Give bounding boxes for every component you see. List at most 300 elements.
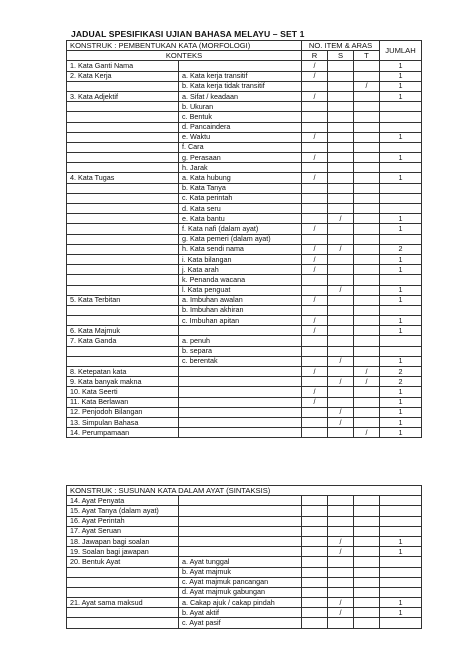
aras-r-cell [302, 547, 328, 557]
kategori-cell [67, 102, 179, 112]
aras-r-cell [302, 608, 328, 618]
aras-s-cell [328, 193, 354, 203]
table-row [67, 326, 422, 336]
subkategori-cell [179, 547, 302, 557]
aras-t-cell [354, 305, 380, 315]
aras-t-cell [354, 244, 380, 254]
document-title: JADUAL SPESIFIKASI UJIAN BAHASA MELAYU – SET 1 [71, 29, 305, 39]
aras-r-cell [302, 275, 328, 285]
aras-t-cell [354, 326, 380, 336]
aras-r-cell: / [302, 132, 328, 142]
jumlah-cell: 1 [380, 265, 422, 275]
aras-r-cell: / [302, 397, 328, 407]
aras-t-cell [354, 557, 380, 567]
table-row [67, 91, 422, 101]
aras-r-cell [302, 598, 328, 608]
jumlah-cell [380, 618, 422, 628]
aras-t-cell [354, 608, 380, 618]
subkategori-cell: f. Kata nafi (dalam ayat) [179, 224, 302, 234]
subkategori-cell: c. Kata perintah [179, 193, 302, 203]
aras-r-cell [302, 536, 328, 546]
table-row [67, 224, 422, 234]
aras-r-cell: / [302, 265, 328, 275]
subkategori-cell [179, 377, 302, 387]
table-row [67, 618, 422, 628]
aras-t-cell [354, 526, 380, 536]
aras-s-cell: / [328, 598, 354, 608]
aras-s-cell [328, 163, 354, 173]
table-row [67, 397, 422, 407]
kategori-cell: 9. Kata banyak makna [67, 377, 179, 387]
aras-t-cell [354, 397, 380, 407]
subkategori-cell: a. Sifat / keadaan [179, 91, 302, 101]
table-row [67, 285, 422, 295]
subkategori-cell [179, 407, 302, 417]
jumlah-cell: 1 [380, 417, 422, 427]
kategori-cell [67, 567, 179, 577]
aras-s-cell [328, 496, 354, 506]
aras-s-cell [328, 132, 354, 142]
jumlah-cell [380, 102, 422, 112]
aras-s-cell [328, 71, 354, 81]
jumlah-cell: 1 [380, 326, 422, 336]
kategori-cell: 4. Kata Tugas [67, 173, 179, 183]
aras-s-cell [328, 557, 354, 567]
aras-s-cell [328, 618, 354, 628]
aras-r-cell [302, 496, 328, 506]
aras-t-cell [354, 316, 380, 326]
kategori-cell [67, 183, 179, 193]
aras-r-cell [302, 557, 328, 567]
aras-s-cell: / [328, 214, 354, 224]
subkategori-cell: b. Ayat majmuk [179, 567, 302, 577]
jumlah-cell: 1 [380, 295, 422, 305]
aras-t-cell [354, 536, 380, 546]
aras-t-cell: / [354, 81, 380, 91]
subkategori-cell: b. Kata kerja tidak transitif [179, 81, 302, 91]
jumlah-cell [380, 336, 422, 346]
aras-r-cell [302, 346, 328, 356]
aras-t-cell [354, 547, 380, 557]
kategori-cell [67, 316, 179, 326]
jumlah-cell: 2 [380, 367, 422, 377]
table-row [67, 81, 422, 91]
aras-r-cell: / [302, 316, 328, 326]
aras-t-cell [354, 346, 380, 356]
construct-header-morfologi: KONSTRUK : PEMBENTUKAN KATA (MORFOLOGI) [67, 41, 302, 51]
table-row [67, 112, 422, 122]
jumlah-cell [380, 557, 422, 567]
aras-s-cell [328, 526, 354, 536]
subkategori-cell: a. Cakap ajuk / cakap pindah [179, 598, 302, 608]
table-row [67, 102, 422, 112]
subkategori-cell: b. Kata Tanya [179, 183, 302, 193]
jumlah-cell [380, 163, 422, 173]
jumlah-cell: 1 [380, 608, 422, 618]
subkategori-cell: c. Ayat majmuk pancangan [179, 577, 302, 587]
subkategori-cell [179, 506, 302, 516]
table-row [67, 132, 422, 142]
table-row [67, 346, 422, 356]
aras-t-cell [354, 163, 380, 173]
table-row [67, 153, 422, 163]
aras-t-cell [354, 577, 380, 587]
kategori-cell: 10. Kata Seerti [67, 387, 179, 397]
kategori-cell [67, 142, 179, 152]
kategori-cell: 5. Kata Terbitan [67, 295, 179, 305]
aras-s-cell [328, 305, 354, 315]
subkategori-cell: j. Kata arah [179, 265, 302, 275]
kategori-cell [67, 285, 179, 295]
kategori-cell [67, 265, 179, 275]
aras-r-cell [302, 506, 328, 516]
subkategori-cell [179, 61, 302, 71]
aras-t-header: T [354, 51, 380, 61]
aras-r-cell [302, 214, 328, 224]
aras-r-cell [302, 526, 328, 536]
kategori-cell: 1. Kata Ganti Nama [67, 61, 179, 71]
aras-t-cell [354, 295, 380, 305]
aras-s-cell [328, 81, 354, 91]
kategori-cell [67, 356, 179, 366]
aras-t-cell [354, 275, 380, 285]
table-row [67, 377, 422, 387]
kategori-cell [67, 193, 179, 203]
jumlah-cell [380, 346, 422, 356]
jumlah-cell [380, 204, 422, 214]
table-row [67, 417, 422, 427]
table-row [67, 122, 422, 132]
aras-r-cell: / [302, 71, 328, 81]
aras-r-cell [302, 163, 328, 173]
jumlah-cell: 1 [380, 173, 422, 183]
aras-t-cell [354, 506, 380, 516]
aras-r-cell [302, 122, 328, 132]
aras-s-cell [328, 61, 354, 71]
jumlah-cell: 1 [380, 397, 422, 407]
kategori-cell: 13. Simpulan Bahasa [67, 417, 179, 427]
table-row [67, 577, 422, 587]
kategori-cell [67, 275, 179, 285]
jumlah-cell: 1 [380, 214, 422, 224]
aras-r-cell [302, 587, 328, 597]
aras-t-cell [354, 183, 380, 193]
table-row [67, 193, 422, 203]
jumlah-cell: 1 [380, 598, 422, 608]
aras-t-cell [354, 71, 380, 81]
aras-r-cell: / [302, 91, 328, 101]
subkategori-cell [179, 516, 302, 526]
aras-s-cell: / [328, 356, 354, 366]
kategori-cell: 7. Kata Ganda [67, 336, 179, 346]
aras-r-cell: / [302, 254, 328, 264]
kategori-cell [67, 122, 179, 132]
kategori-cell [67, 587, 179, 597]
aras-s-cell [328, 265, 354, 275]
subkategori-cell: g. Kata pemeri (dalam ayat) [179, 234, 302, 244]
subkategori-cell [179, 496, 302, 506]
jumlah-cell: 1 [380, 356, 422, 366]
aras-r-cell [302, 516, 328, 526]
aras-s-cell [328, 112, 354, 122]
table-row [67, 587, 422, 597]
aras-r-cell [302, 417, 328, 427]
aras-s-cell: / [328, 407, 354, 417]
table-row [67, 506, 422, 516]
jumlah-cell: 1 [380, 285, 422, 295]
subkategori-cell: c. Ayat pasif [179, 618, 302, 628]
aras-r-cell: / [302, 387, 328, 397]
aras-t-cell [354, 407, 380, 417]
aras-t-cell [354, 336, 380, 346]
kategori-cell [67, 234, 179, 244]
aras-r-cell: / [302, 224, 328, 234]
jumlah-cell: 1 [380, 71, 422, 81]
konteks-header: KONTEKS [67, 51, 302, 61]
subkategori-cell: i. Kata bilangan [179, 254, 302, 264]
aras-r-cell [302, 305, 328, 315]
aras-s-header: S [328, 51, 354, 61]
aras-s-cell: / [328, 536, 354, 546]
kategori-cell [67, 254, 179, 264]
kategori-cell [67, 81, 179, 91]
morfologi-table-body [67, 41, 422, 438]
aras-r-cell [302, 183, 328, 193]
kategori-cell [67, 204, 179, 214]
subkategori-cell [179, 536, 302, 546]
jumlah-cell [380, 567, 422, 577]
aras-t-cell [354, 567, 380, 577]
aras-r-cell: / [302, 61, 328, 71]
aras-t-cell [354, 618, 380, 628]
table-row [67, 387, 422, 397]
aras-s-cell [328, 102, 354, 112]
aras-s-cell [328, 336, 354, 346]
subkategori-cell: b. Ayat aktif [179, 608, 302, 618]
aras-s-cell [328, 204, 354, 214]
kategori-cell [67, 244, 179, 254]
subkategori-cell: h. Kata sendi nama [179, 244, 302, 254]
aras-s-cell [328, 254, 354, 264]
table-row [67, 214, 422, 224]
kategori-cell: 2. Kata Kerja [67, 71, 179, 81]
kategori-cell: 14. Perumpamaan [67, 428, 179, 438]
aras-s-cell: / [328, 377, 354, 387]
aras-r-header: R [302, 51, 328, 61]
jumlah-header: JUMLAH [380, 41, 422, 61]
kategori-cell [67, 346, 179, 356]
aras-t-cell [354, 153, 380, 163]
header-row-konteks [67, 51, 422, 61]
aras-s-cell: / [328, 608, 354, 618]
aras-t-cell [354, 234, 380, 244]
table-row [67, 316, 422, 326]
subkategori-cell [179, 387, 302, 397]
kategori-cell [67, 618, 179, 628]
aras-s-cell [328, 367, 354, 377]
aras-t-cell [354, 132, 380, 142]
aras-s-cell [328, 506, 354, 516]
kategori-cell: 20. Bentuk Ayat [67, 557, 179, 567]
aras-s-cell [328, 234, 354, 244]
aras-r-cell: / [302, 244, 328, 254]
subkategori-cell [179, 526, 302, 536]
aras-r-cell: / [302, 326, 328, 336]
aras-r-cell [302, 577, 328, 587]
aras-r-cell [302, 234, 328, 244]
aras-s-cell [328, 577, 354, 587]
subkategori-cell: b. Imbuhan akhiran [179, 305, 302, 315]
table-row [67, 254, 422, 264]
table-row [67, 598, 422, 608]
aras-r-cell: / [302, 173, 328, 183]
aras-t-cell [354, 417, 380, 427]
aras-r-cell [302, 142, 328, 152]
aras-t-cell [354, 193, 380, 203]
aras-s-cell [328, 316, 354, 326]
jumlah-cell [380, 587, 422, 597]
aras-r-cell: / [302, 367, 328, 377]
table-row [67, 516, 422, 526]
aras-t-cell: / [354, 377, 380, 387]
aras-t-cell [354, 387, 380, 397]
aras-t-cell [354, 224, 380, 234]
subkategori-cell: k. Penanda wacana [179, 275, 302, 285]
table-row [67, 295, 422, 305]
subkategori-cell: b. Ukuran [179, 102, 302, 112]
kategori-cell: 8. Ketepatan kata [67, 367, 179, 377]
kategori-cell: 15. Ayat Tanya (dalam ayat) [67, 506, 179, 516]
kategori-cell: 18. Jawapan bagi soalan [67, 536, 179, 546]
aras-t-cell [354, 142, 380, 152]
sintaksis-table-body [67, 486, 422, 629]
table-row [67, 407, 422, 417]
jumlah-cell [380, 193, 422, 203]
subkategori-cell: a. Ayat tunggal [179, 557, 302, 567]
construct-header-sintaksis: KONSTRUK : SUSUNAN KATA DALAM AYAT (SINTAKSIS) [67, 486, 422, 496]
aras-t-cell [354, 285, 380, 295]
aras-t-cell: / [354, 428, 380, 438]
jumlah-cell [380, 275, 422, 285]
kategori-cell [67, 132, 179, 142]
subkategori-cell: c. Bentuk [179, 112, 302, 122]
subkategori-cell [179, 397, 302, 407]
aras-r-cell [302, 567, 328, 577]
subkategori-cell: b. separa [179, 346, 302, 356]
jumlah-cell: 1 [380, 387, 422, 397]
subkategori-cell: e. Kata bantu [179, 214, 302, 224]
aras-t-cell [354, 61, 380, 71]
jumlah-cell: 2 [380, 377, 422, 387]
subkategori-cell: d. Ayat majmuk gabungan [179, 587, 302, 597]
aras-s-cell [328, 275, 354, 285]
jumlah-cell [380, 577, 422, 587]
aras-s-cell [328, 91, 354, 101]
aras-s-cell [328, 153, 354, 163]
aras-t-cell [354, 112, 380, 122]
table-row [67, 265, 422, 275]
subkategori-cell: d. Kata seru [179, 204, 302, 214]
aras-t-cell [354, 91, 380, 101]
aras-s-cell [328, 295, 354, 305]
table-row [67, 496, 422, 506]
aras-s-cell: / [328, 244, 354, 254]
jumlah-cell: 1 [380, 132, 422, 142]
table-row [67, 204, 422, 214]
table-row [67, 142, 422, 152]
jumlah-cell: 2 [380, 244, 422, 254]
subkategori-cell: c. berentak [179, 356, 302, 366]
table-row [67, 557, 422, 567]
kategori-cell [67, 214, 179, 224]
aras-t-cell [354, 265, 380, 275]
kategori-cell [67, 305, 179, 315]
jumlah-cell: 1 [380, 91, 422, 101]
jumlah-cell: 1 [380, 536, 422, 546]
aras-r-cell [302, 112, 328, 122]
aras-r-cell [302, 204, 328, 214]
header-row-construct [67, 486, 422, 496]
table-row [67, 275, 422, 285]
jumlah-cell: 1 [380, 547, 422, 557]
aras-s-cell: / [328, 417, 354, 427]
aras-s-cell [328, 183, 354, 193]
kategori-cell: 3. Kata Adjektif [67, 91, 179, 101]
aras-s-cell [328, 428, 354, 438]
kategori-cell [67, 577, 179, 587]
subkategori-cell [179, 367, 302, 377]
aras-t-cell [354, 496, 380, 506]
kategori-cell: 12. Penjodoh Bilangan [67, 407, 179, 417]
aras-t-cell [354, 122, 380, 132]
subkategori-cell: g. Perasaan [179, 153, 302, 163]
header-row-construct [67, 41, 422, 51]
table-row [67, 183, 422, 193]
table-row [67, 367, 422, 377]
table-row [67, 173, 422, 183]
table-row [67, 163, 422, 173]
aras-r-cell [302, 428, 328, 438]
table-row [67, 428, 422, 438]
aras-t-cell: / [354, 367, 380, 377]
subkategori-cell: f. Cara [179, 142, 302, 152]
jumlah-cell [380, 112, 422, 122]
kategori-cell: 6. Kata Majmuk [67, 326, 179, 336]
kategori-cell: 11. Kata Berlawan [67, 397, 179, 407]
subkategori-cell: a. Imbuhan awalan [179, 295, 302, 305]
aras-s-cell [328, 173, 354, 183]
table-row [67, 244, 422, 254]
aras-t-cell [354, 587, 380, 597]
aras-r-cell [302, 285, 328, 295]
jumlah-cell: 1 [380, 407, 422, 417]
aras-s-cell [328, 346, 354, 356]
subkategori-cell: a. penuh [179, 336, 302, 346]
jumlah-cell: 1 [380, 153, 422, 163]
jumlah-cell: 1 [380, 254, 422, 264]
jumlah-cell [380, 516, 422, 526]
table-row [67, 567, 422, 577]
aras-s-cell [328, 142, 354, 152]
aras-r-cell: / [302, 295, 328, 305]
aras-t-cell [354, 173, 380, 183]
jumlah-cell [380, 122, 422, 132]
aras-t-cell [354, 356, 380, 366]
aras-r-cell [302, 102, 328, 112]
aras-s-cell [328, 122, 354, 132]
aras-t-cell [354, 516, 380, 526]
table-row [67, 608, 422, 618]
